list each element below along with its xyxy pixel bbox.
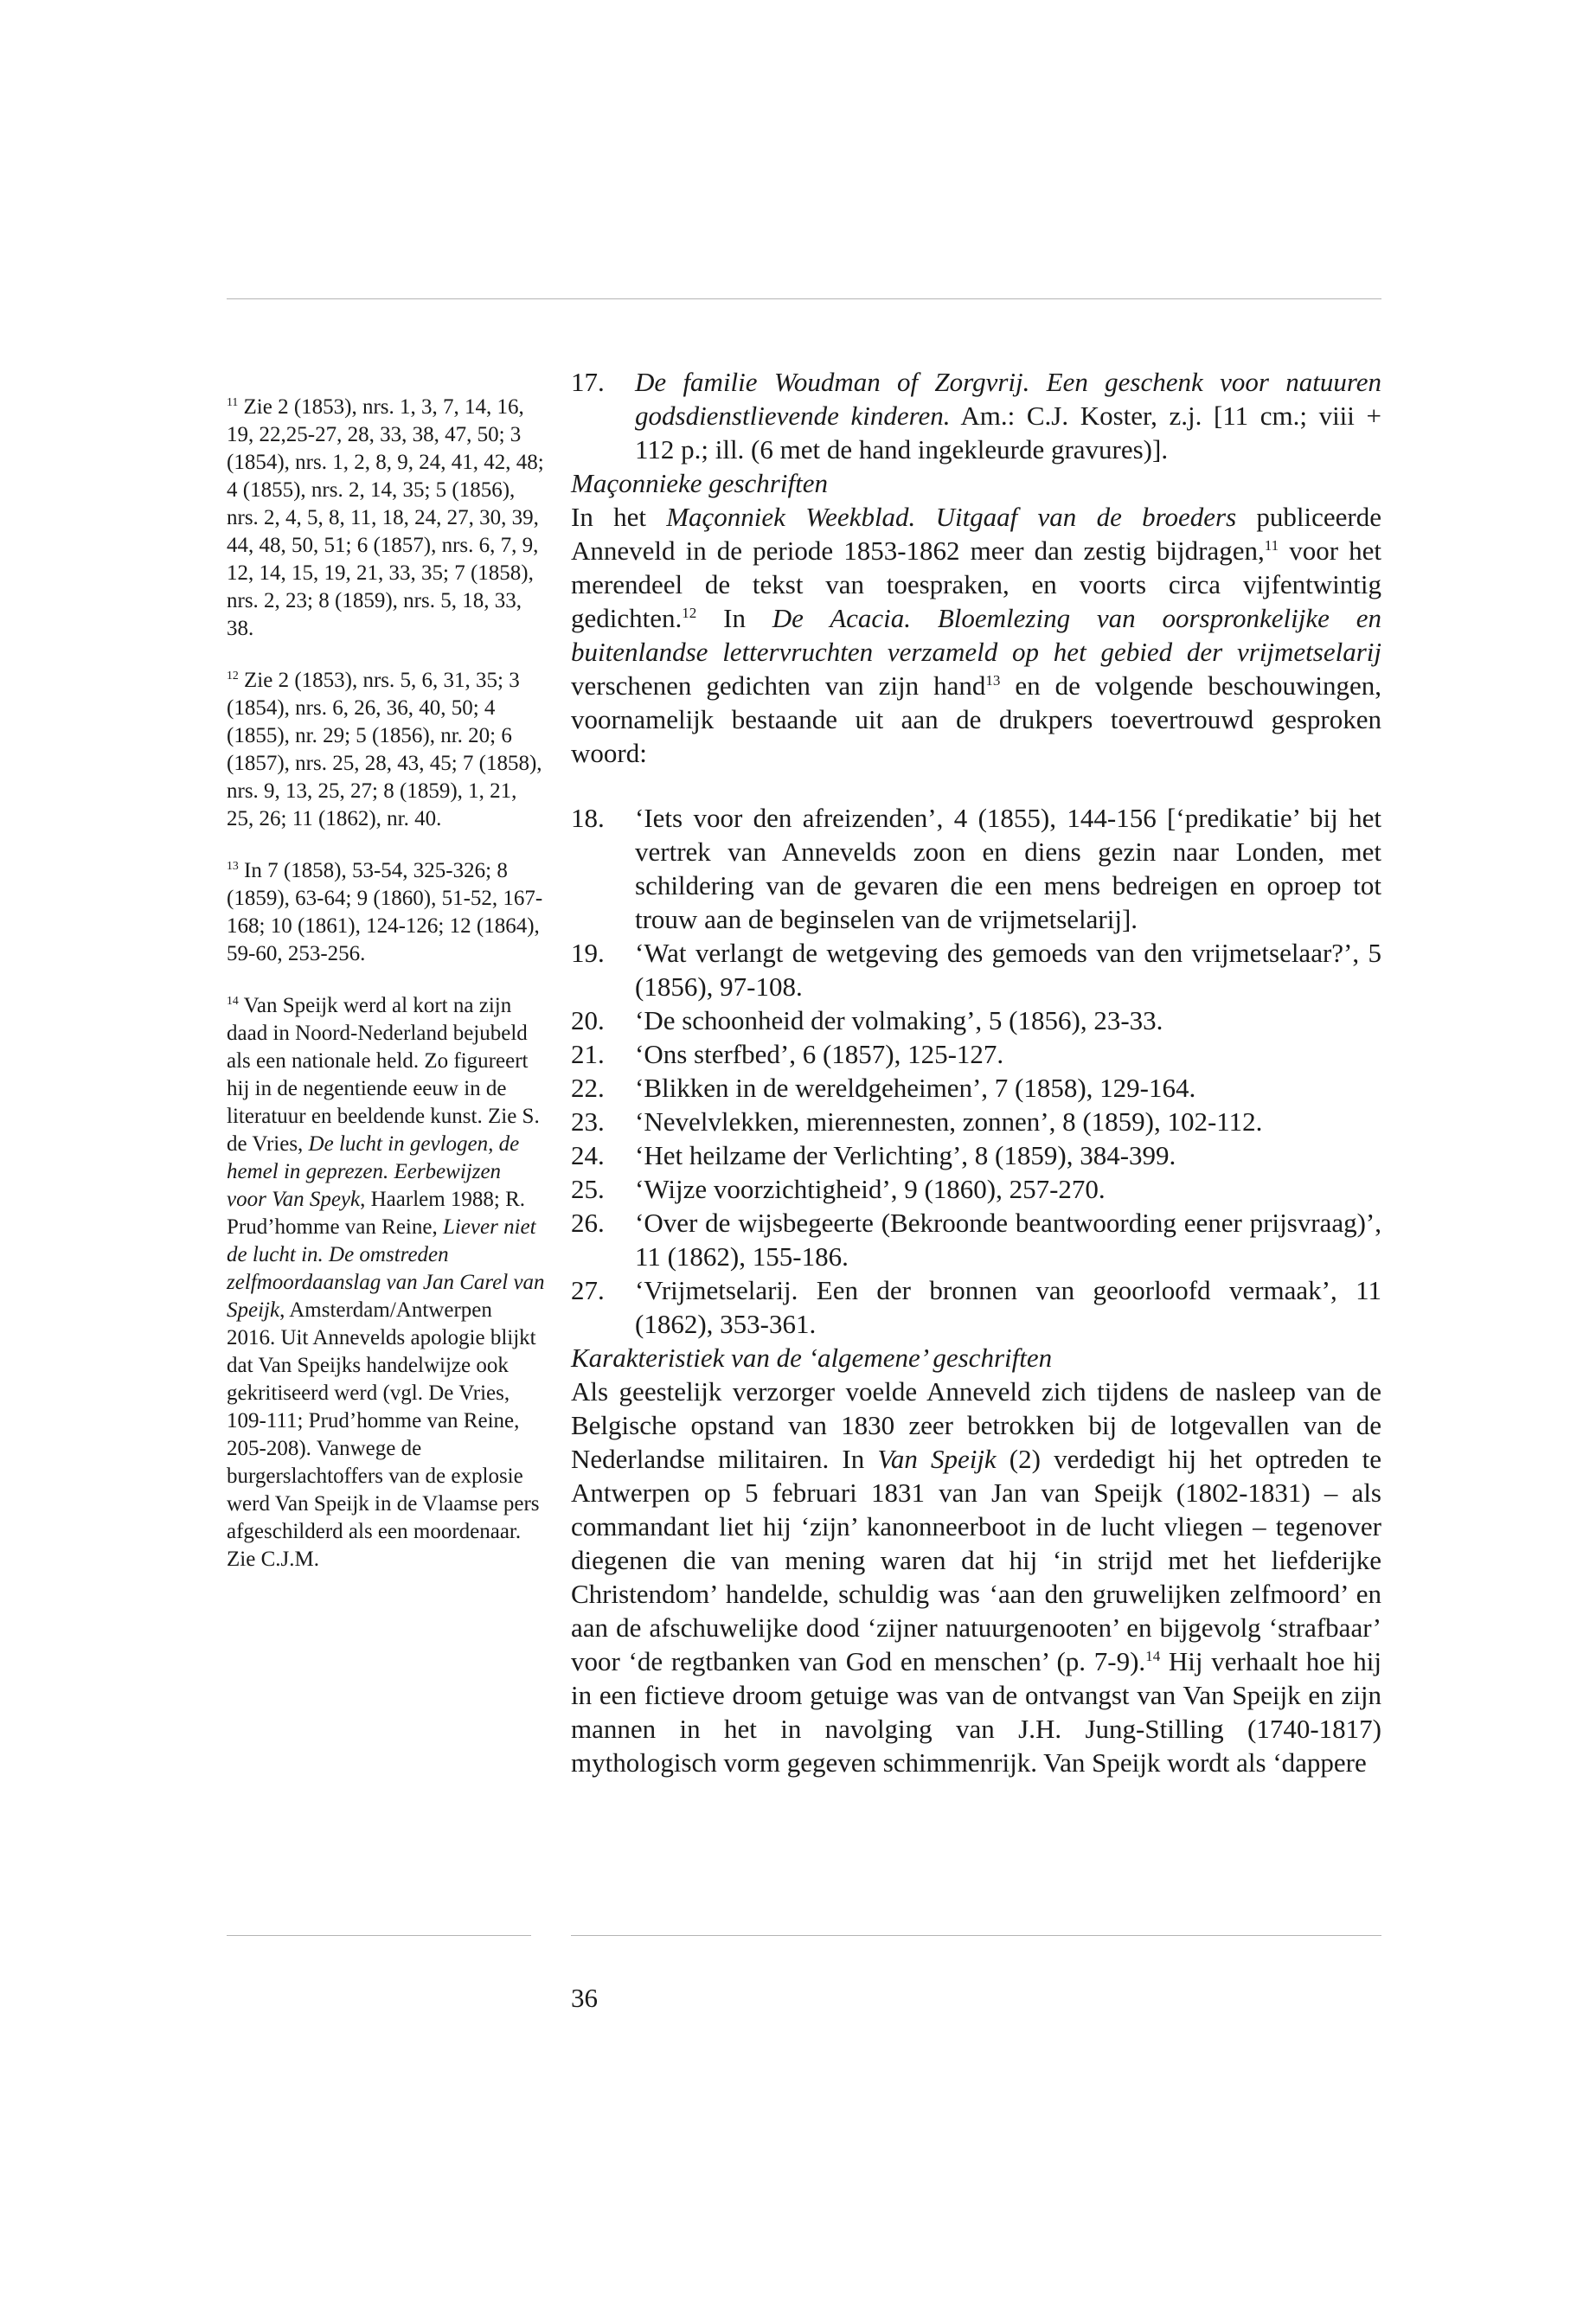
section-paragraph-maconnieke: In het Maçonniek Weekblad. Uitgaaf van de broeders publiceerde Anneveld in de periode 1853-1862 meer dan zestig bijdragen,$^{11}$ voor het merendeel de tekst van toespraken, en voorts circa vijfentwintig gedichten.$^{12}$ In De Acacia. Bloemlezing van oorspronkelijke en buitenlandse lettervruchten verzameld op het gebied der vrijmetselarij verschenen gedichten van zijn hand$^{13}$ en de volgende beschouwingen, voornamelijk bestaande uit aan de drukpers toevertrouwd gesproken woord: (571, 502, 1381, 768)
section-paragraph-karakteristiek: Als geestelijk verzorger voelde Anneveld zich tijdens de nasleep van de Belgische opstand van 1830 zeer betrokken bij de lotgevallen van de Nederlandse militairen. In Van Speijk (2) verdedigt hij het optreden te Antwerpen op 5 februari 1831 van Jan van Speijk (1802-1831) – als commandant liet hij ‘zijn’ kanonneerboot in de lucht vliegen – tegenover diegenen die van mening waren dat hij ‘in strijd met het liefderijke Christendom’ handelde, schuldig was ‘aan den gruwelijken zelfmoord’ en aan de afschuwelijke dood ‘zijner natuurgenooten’ en bijgevolg ‘strafbaar’ voor ‘de regtbanken van God en menschen’ (p. 7-9).$^{14}$ Hij verhaalt hoe hij in een fictieve droom getuige was van de ontvangst van Van Speijk en zijn mannen in het in navolging van J.H. Jung-Stilling (1740-1817) mythologisch vorm gegeven schimmenrijk. Van Speijk wordt als ‘dappere (571, 1376, 1381, 1778)
list-item: 19. ‘Wat verlangt de wetgeving des gemoeds van den vrijmetselaar?’, 5 (1856), 97-108. (571, 938, 1381, 1002)
list-item: 18. ‘Iets voor den afreizenden’, 4 (1855), 144-156 [‘predikatie’ bij het vertrek van Annevelds zoon en diens gezin naar Londen, met schildering van de gevaren die een mens bedreigen en oproep tot trouw aan de beginselen van de vrijmetselarij]. (571, 803, 1381, 934)
page-number: 36 (571, 1983, 598, 2013)
footnote-marker: 13 (227, 859, 239, 873)
list-item: 27. ‘Vrijmetselarij. Een der bronnen van geoorloofd vermaak’, 11 (1862), 353-361. (571, 1275, 1381, 1339)
entry-number: 17. (571, 367, 605, 397)
footnote-13: $^{13}$ In 7 (1858), 53-54, 325-326; 8 (1859), 63-64; 9 (1860), 51-52, 167-168; 10 (1861), 124-126; 12 (1864), 59-60, 253-256. (227, 859, 543, 965)
bibliography-list (571, 801, 1381, 1341)
footnote-marker: 11 (227, 395, 239, 409)
section-heading-maconnieke: Maçonnieke geschriften (571, 468, 828, 498)
footnote-ref-12: 12 (682, 604, 697, 621)
main-bottom-rule (571, 1935, 1381, 1936)
entry-title: De familie Woudman of Zorgvrij. Een geschenk voor natuuren godsdienstlievende kinderen. (635, 367, 1381, 431)
list-item: 26. ‘Over de wijsbegeerte (Bekroonde beantwoording eener prijsvraag)’, 11 (1862), 155-186. (571, 1208, 1381, 1272)
header-rule (227, 298, 1381, 299)
list-item: 21. ‘Ons sterfbed’, 6 (1857), 125-127. (571, 1039, 1004, 1069)
sidenotes-column (227, 394, 545, 1598)
footnote-14: $^{14}$ Van Speijk werd al kort na zijn daad in Noord-Nederland bejubeld als een nationale held. Zo figureert hij in de negentiende eeuw in de literatuur en beeldende kunst. Zie S. de Vries, De lucht in gevlogen, de hemel in geprezen. Eerbewijzen voor Van Speyk, Haarlem 1988; R. Prud’homme van Reine, Liever niet de lucht in. De omstreden zelfmoordaanslag van Jan Carel van Speijk, Amsterdam/Antwerpen 2016. Uit Annevelds apologie blijkt dat Van Speijks handelwijze ook gekritiseerd werd (vgl. De Vries, 109-111; Prud’homme van Reine, 205-208). Vanwege de burgerslachtoffers van de explosie werd Van Speijk in de Vlaamse pers afgeschilderd als een moordenaar. Zie C.J.M. (227, 994, 545, 1571)
footnote-marker: 12 (227, 669, 239, 683)
footnote-ref-11: 11 (1264, 536, 1279, 554)
list-item: 23. ‘Nevelvlekken, mierennesten, zonnen’, 8 (1859), 102-112. (571, 1106, 1263, 1137)
footnote-ref-13: 13 (985, 671, 1001, 689)
footnote-11: $^{11}$ Zie 2 (1853), nrs. 1, 3, 7, 14, 16, 19, 22,25-27, 28, 33, 38, 47, 50; 3 (1854), nrs. 1, 2, 8, 9, 24, 41, 42, 48; 4 (1855), nrs. 2, 14, 35; 5 (1856), nrs. 2, 4, 5, 8, 11, 18, 24, 27, 30, 39, 44, 48, 50, 51; 6 (1857), nrs. 6, 7, 9, 12, 14, 15, 19, 21, 33, 35; 7 (1858), nrs. 2, 23; 8 (1859), nrs. 5, 18, 33, 38. (227, 395, 544, 640)
main-text-column (571, 365, 1381, 1779)
bibliography-entry-17: 17. De familie Woudman of Zorgvrij. Een geschenk voor natuuren godsdienstlievende kinderen. Am.: C.J. Koster, z.j. [11 cm.; viii + 112 p.; ill. (6 met de hand ingekleurde gravures)]. (571, 367, 1381, 465)
list-item: 24. ‘Het heilzame der Verlichting’, 8 (1859), 384-399. (571, 1140, 1176, 1170)
list-item: 22. ‘Blikken in de wereldgeheimen’, 7 (1858), 129-164. (571, 1073, 1196, 1103)
footnote-marker: 14 (227, 994, 239, 1008)
sidenotes-bottom-rule (227, 1935, 531, 1936)
footnote-ref-14: 14 (1145, 1647, 1161, 1664)
section-heading-karakteristiek: Karakteristiek van de ‘algemene’ geschriften (571, 1343, 1053, 1373)
footnote-12: $^{12}$ Zie 2 (1853), nrs. 5, 6, 31, 35; 3 (1854), nrs. 6, 26, 36, 40, 50; 4 (1855), nr. 29; 5 (1856), nr. 20; 6 (1857), nrs. 25, 28, 43, 45; 7 (1858), nrs. 9, 13, 25, 27; 8 (1859), 1, 21, 25, 26; 11 (1862), nr. 40. (227, 669, 542, 830)
list-item: 20. ‘De schoonheid der volmaking’, 5 (1856), 23-33. (571, 1005, 1163, 1035)
list-item: 25. ‘Wijze voorzichtigheid’, 9 (1860), 257-270. (571, 1174, 1106, 1204)
